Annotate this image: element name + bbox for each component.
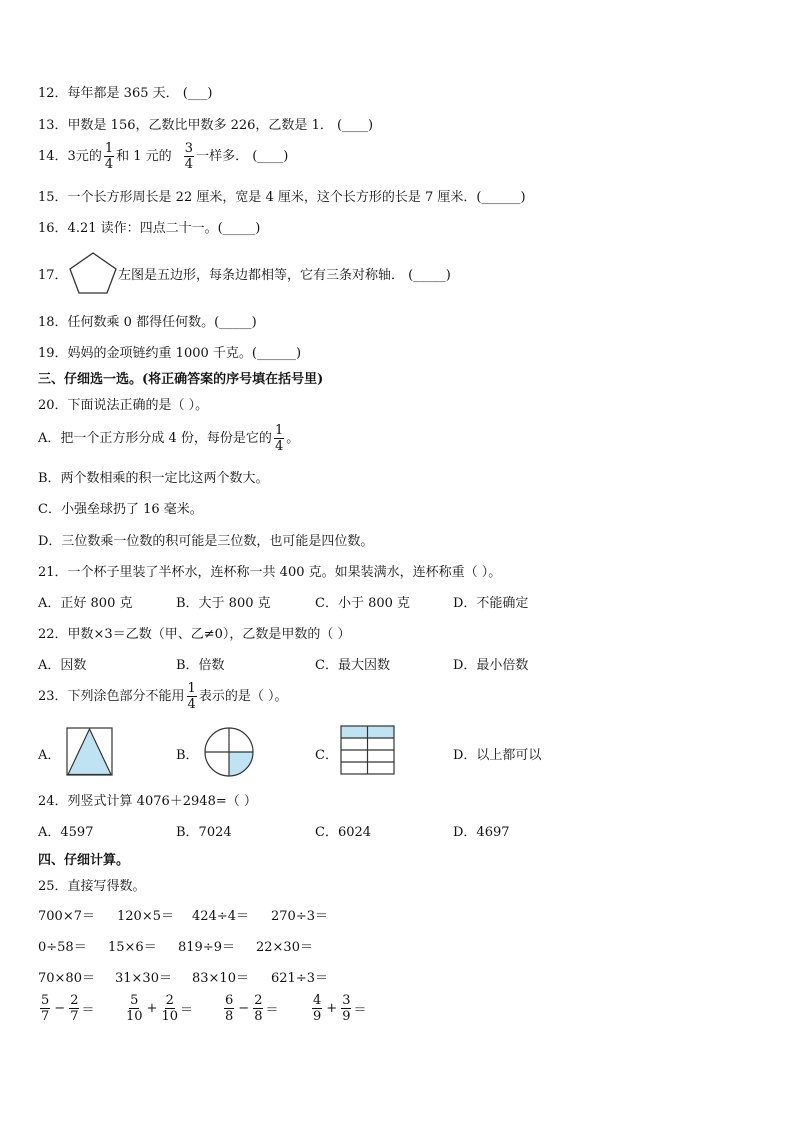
numerator: 1 — [104, 141, 114, 156]
operator: − — [54, 1001, 66, 1016]
square-triangle-figure — [66, 727, 114, 777]
numerator: 3 — [184, 141, 194, 156]
question-13: 13．甲数是 156，乙数比甲数多 226，乙数是 1． (____) — [38, 118, 374, 133]
question-20-option-d: D．三位数乘一位数的积可能是三位数，也可能是四位数。 — [38, 534, 374, 549]
question-16: 16．4.21 读作：四点二十一。(_____) — [38, 221, 261, 236]
q24-option-d: D．4697 — [453, 825, 510, 840]
q14-text-pre: 14．3元的 — [38, 149, 102, 164]
fraction-one-quarter — [187, 682, 197, 711]
question-19: 19．妈妈的金项链约重 1000 千克。(______) — [38, 346, 302, 361]
q21-option-b: B．大于 800 克 — [176, 596, 271, 611]
question-23 — [38, 682, 287, 711]
equals: ＝ — [180, 1003, 194, 1018]
equals: ＝ — [265, 1003, 279, 1018]
fraction — [224, 994, 234, 1023]
equals: ＝ — [353, 1003, 367, 1018]
calc-expression: 22×30＝ — [256, 940, 313, 955]
calc-expression: 424÷4＝ — [192, 909, 249, 924]
question-21: 21．一个杯子里装了半杯水，连杯称一共 400 克。如果装满水，连杯称重（ ）。 — [38, 565, 502, 580]
q23-text-pre: 23．下列涂色部分不能用 — [38, 689, 185, 704]
fraction-one-quarter — [274, 424, 284, 453]
denominator: 9 — [342, 1009, 351, 1024]
option-a-text: A．把一个正方形分成 4 份，每份是它的 — [38, 431, 272, 446]
q24-option-b: B．7024 — [176, 825, 232, 840]
denominator: 7 — [70, 1009, 79, 1024]
equals: ＝ — [81, 1003, 95, 1018]
fraction — [253, 994, 263, 1023]
calc-expression: 15×6＝ — [108, 940, 157, 955]
question-24: 24．列竖式计算 4076＋2948=（ ） — [38, 794, 257, 809]
question-12: 12．每年都是 365 天． (___) — [38, 86, 213, 101]
calc-expression: 83×10＝ — [192, 971, 249, 986]
numerator: 2 — [254, 993, 263, 1008]
q22-option-d: D．最小倍数 — [453, 658, 529, 673]
operator: − — [238, 1001, 250, 1016]
q23-text-post: 表示的是（ ）。 — [198, 689, 288, 704]
fraction-one-quarter — [104, 142, 114, 171]
calc-expression: 70×80＝ — [38, 971, 95, 986]
operator: + — [326, 1001, 338, 1016]
operator: + — [146, 1001, 158, 1016]
grid-rectangle-figure — [340, 725, 396, 776]
fraction — [161, 994, 178, 1023]
fraction — [126, 994, 143, 1023]
fraction-expression — [310, 994, 366, 1023]
denominator: 8 — [225, 1009, 234, 1024]
q21-option-a: A．正好 800 克 — [38, 596, 133, 611]
denominator: 9 — [313, 1009, 322, 1024]
numerator: 5 — [130, 993, 139, 1008]
question-18: 18．任何数乘 0 都得任何数。(_____) — [38, 315, 257, 330]
q23-option-a-label: A． — [38, 748, 61, 763]
numerator: 2 — [70, 993, 79, 1008]
calc-expression: 270÷3＝ — [271, 909, 328, 924]
numerator: 4 — [313, 993, 322, 1008]
q22-option-b: B．倍数 — [176, 658, 225, 673]
question-17: 左图是五边形，每条边都相等，它有三条对称轴． (_____) — [118, 268, 451, 283]
denominator: 7 — [41, 1009, 50, 1024]
denominator: 4 — [274, 439, 284, 454]
fraction-expression — [124, 994, 193, 1023]
q14-text-mid: 和 1 元的 — [116, 149, 172, 164]
numerator: 1 — [187, 681, 196, 696]
question-25: 25．直接写得数。 — [38, 879, 146, 894]
fraction — [341, 994, 351, 1023]
calc-expression: 700×7＝ — [38, 909, 95, 924]
section-3-heading: 三、仔细选一选。(将正确答案的序号填在括号里) — [38, 372, 324, 387]
q23-option-b-label: B． — [176, 748, 199, 763]
denominator: 10 — [126, 1009, 143, 1024]
fraction — [312, 994, 322, 1023]
q22-option-c: C．最大因数 — [315, 658, 390, 673]
option-a-end: 。 — [286, 431, 300, 446]
q24-option-a: A．4597 — [38, 825, 94, 840]
calc-expression: 0÷58＝ — [38, 940, 87, 955]
pentagon-figure — [67, 250, 119, 296]
denominator: 8 — [254, 1009, 263, 1024]
question-14 — [38, 142, 288, 171]
numerator: 1 — [274, 423, 284, 438]
calc-expression: 621÷3＝ — [271, 971, 328, 986]
fraction-three-quarters — [184, 142, 194, 171]
quartered-circle-figure — [202, 725, 256, 779]
question-22: 22．甲数×3＝乙数（甲、乙≠0），乙数是甲数的（ ） — [38, 627, 351, 642]
numerator: 2 — [165, 993, 174, 1008]
denominator: 4 — [184, 157, 194, 172]
q23-option-c-label: C． — [315, 748, 338, 763]
question-20: 20．下面说法正确的是（ ）。 — [38, 398, 209, 413]
fraction-expression — [222, 994, 278, 1023]
calc-expression: 120×5＝ — [117, 909, 174, 924]
fraction-expression — [38, 994, 94, 1023]
q14-text-post: 一样多． (____) — [196, 149, 289, 164]
calc-expression: 819÷9＝ — [178, 940, 235, 955]
denominator: 4 — [104, 157, 114, 172]
numerator: 6 — [225, 993, 234, 1008]
fraction — [69, 994, 79, 1023]
denominator: 10 — [161, 1009, 178, 1024]
question-17-number: 17． — [38, 268, 68, 283]
q24-option-c: C．6024 — [315, 825, 372, 840]
calc-expression: 31×30＝ — [115, 971, 172, 986]
fraction — [40, 994, 50, 1023]
q23-option-d-label: D．以上都可以 — [453, 748, 542, 763]
question-20-option-b: B．两个数相乘的积一定比这两个数大。 — [38, 471, 269, 486]
question-20-option-c: C．小强垒球扔了 16 毫米。 — [38, 502, 203, 517]
q22-option-a: A．因数 — [38, 658, 87, 673]
question-15: 15．一个长方形周长是 22 厘米，宽是 4 厘米，这个长方形的长是 7 厘米．(______) — [38, 190, 526, 205]
q21-option-d: D．不能确定 — [453, 596, 529, 611]
numerator: 3 — [342, 993, 351, 1008]
q21-option-c: C．小于 800 克 — [315, 596, 411, 611]
numerator: 5 — [41, 993, 50, 1008]
denominator: 4 — [187, 697, 196, 712]
question-20-option-a — [38, 424, 299, 453]
section-4-heading: 四、仔细计算。 — [38, 853, 130, 868]
